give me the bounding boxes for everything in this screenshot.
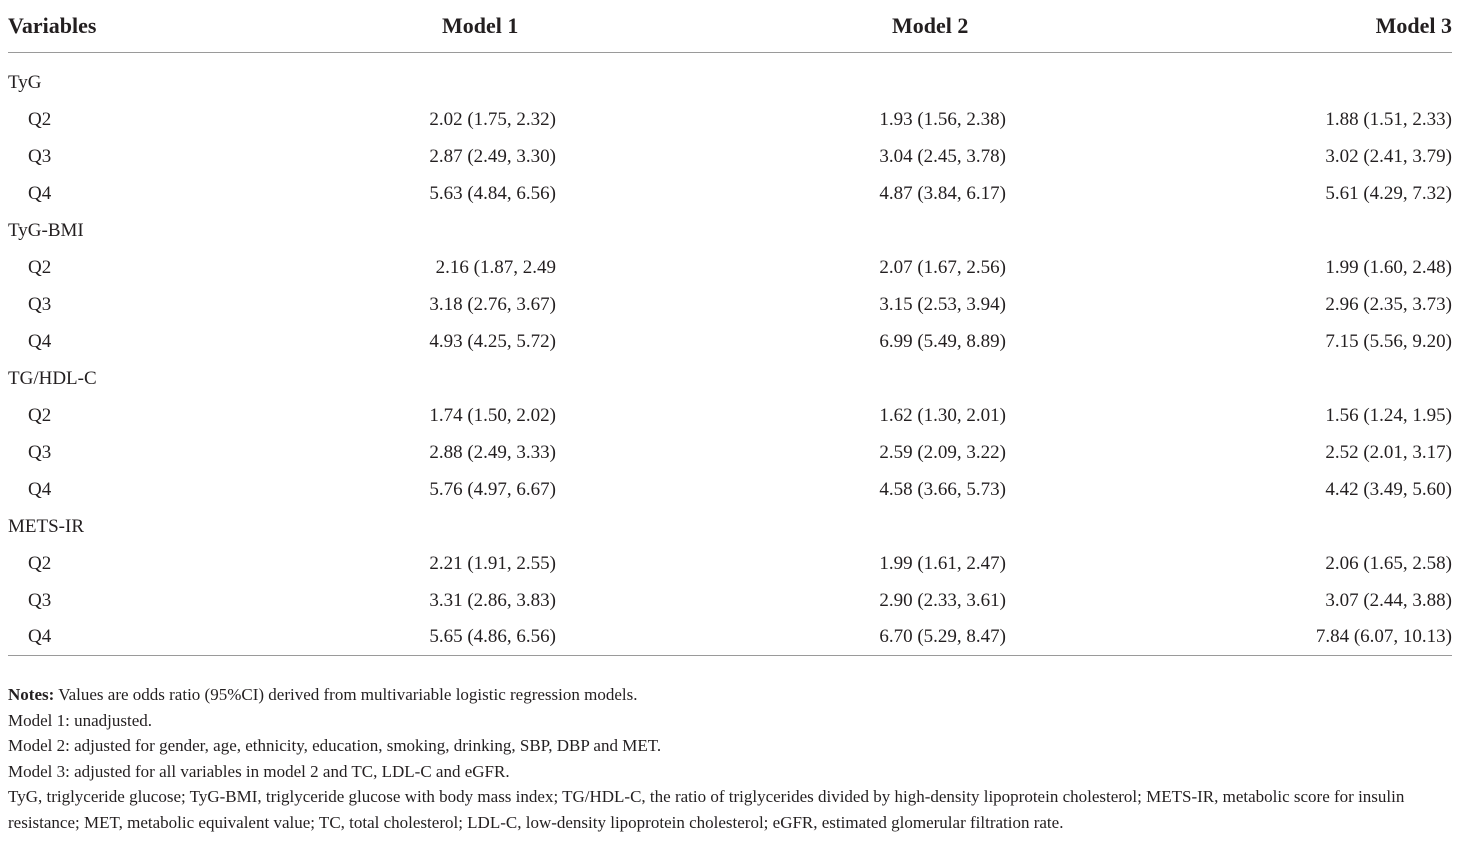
table-row [8,175,1452,212]
group-label: TyG-BMI [8,219,84,241]
model-2-value: 3.15 (2.53, 3.94) [879,293,1006,315]
model-2-value: 6.70 (5.29, 8.47) [556,619,1006,656]
group-row [8,508,1452,545]
table-row [8,101,1452,138]
quartile-label: Q2 [28,108,52,130]
notes-line-5: TyG, triglyceride glucose; TyG-BMI, triglyceride glucose with body mass index; TG/HDL-C, the ratio of triglycerides divided by high-density lipoprotein cholesterol; METS-IR, metabolic score for insulin resistance; MET, metabolic equivalent value; TC, total cholesterol; LDL-C, low-density lipoprotein cholesterol; eGFR, estimated glomerular filtration rate. [8,787,1405,832]
table-row [8,138,1452,175]
header-variables: Variables [8,0,148,53]
notes-lead: Notes: [8,685,55,704]
model-1-value: 2.16 (1.87, 2.49 [435,256,556,278]
odds-ratio-table [8,0,1452,656]
model-2-value: 6.99 (5.49, 8.89) [879,330,1006,352]
model-3-value: 7.84 (6.07, 10.13) [1006,619,1452,656]
group-label: TG/HDL-C [8,367,97,389]
notes-line-4: Model 3: adjusted for all variables in model 2 and TC, LDL-C and eGFR. [8,761,510,781]
model-1-value: 5.63 (4.84, 6.56) [429,182,556,204]
spacer-cell [8,53,1452,65]
results-table-container [8,0,1452,656]
table-row [8,249,1452,286]
notes-line-2: Model 1: unadjusted. [8,710,153,730]
model-3-value: 5.61 (4.29, 7.32) [1325,182,1452,204]
model-3-value: 1.56 (1.24, 1.95) [1325,404,1452,426]
quartile-label: Q4 [8,619,148,656]
table-row [8,471,1452,508]
table-body [8,53,1452,656]
table-row [8,545,1452,582]
model-2-value: 1.62 (1.30, 2.01) [879,404,1006,426]
model-1-value: 1.74 (1.50, 2.02) [429,404,556,426]
model-1-value: 5.65 (4.86, 6.56) [148,619,556,656]
header-model-2: Model 2 [556,0,1006,53]
quartile-label: Q2 [28,404,52,426]
model-2-value: 4.58 (3.66, 5.73) [879,478,1006,500]
header-model-3: Model 3 [1006,0,1452,53]
quartile-label: Q3 [28,145,52,167]
model-3-value: 2.52 (2.01, 3.17) [1325,441,1452,463]
quartile-label: Q3 [28,589,52,611]
notes-line-1 [8,682,1452,708]
table-notes [8,682,1452,835]
model-1-value: 3.31 (2.86, 3.83) [429,589,556,611]
quartile-label: Q4 [28,330,52,352]
model-3-value: 2.96 (2.35, 3.73) [1325,293,1452,315]
group-row [8,64,1452,101]
notes-line-1-text: Values are odds ratio (95%CI) derived from multivariable logistic regression models. [54,685,638,704]
quartile-label: Q2 [28,256,52,278]
model-3-value: 3.07 (2.44, 3.88) [1325,589,1452,611]
quartile-label: Q3 [28,441,52,463]
table-row [8,434,1452,471]
header-row [8,0,1452,53]
table-row [8,323,1452,360]
quartile-label: Q4 [28,478,52,500]
spacer-row [8,53,1452,65]
group-label: TyG [8,71,42,93]
table-row [8,582,1452,619]
model-2-value: 1.99 (1.61, 2.47) [879,552,1006,574]
model-3-value: 1.99 (1.60, 2.48) [1325,256,1452,278]
model-3-value: 2.06 (1.65, 2.58) [1325,552,1452,574]
group-row [8,212,1452,249]
quartile-label: Q4 [28,182,52,204]
model-3-value: 7.15 (5.56, 9.20) [1325,330,1452,352]
model-1-value: 2.02 (1.75, 2.32) [429,108,556,130]
notes-line-3: Model 2: adjusted for gender, age, ethnicity, education, smoking, drinking, SBP, DBP and MET. [8,736,662,755]
table-row [8,619,1452,656]
table-header [8,0,1452,53]
model-1-value: 2.88 (2.49, 3.33) [429,441,556,463]
model-1-value: 2.87 (2.49, 3.30) [429,145,556,167]
model-1-value: 5.76 (4.97, 6.67) [429,478,556,500]
model-2-value: 2.07 (1.67, 2.56) [879,256,1006,278]
quartile-label: Q3 [28,293,52,315]
model-3-value: 3.02 (2.41, 3.79) [1325,145,1452,167]
model-2-value: 2.59 (2.09, 3.22) [879,441,1006,463]
table-row [8,286,1452,323]
model-1-value: 4.93 (4.25, 5.72) [429,330,556,352]
quartile-label: Q2 [28,552,52,574]
model-3-value: 1.88 (1.51, 2.33) [1325,108,1452,130]
model-1-value: 3.18 (2.76, 3.67) [429,293,556,315]
model-3-value: 4.42 (3.49, 5.60) [1325,478,1452,500]
model-2-value: 3.04 (2.45, 3.78) [879,145,1006,167]
model-1-value: 2.21 (1.91, 2.55) [429,552,556,574]
model-2-value: 1.93 (1.56, 2.38) [879,108,1006,130]
model-2-value: 2.90 (2.33, 3.61) [879,589,1006,611]
table-row [8,397,1452,434]
header-model-1: Model 1 [148,0,556,53]
model-2-value: 4.87 (3.84, 6.17) [879,182,1006,204]
group-label: METS-IR [8,515,84,537]
group-row [8,360,1452,397]
